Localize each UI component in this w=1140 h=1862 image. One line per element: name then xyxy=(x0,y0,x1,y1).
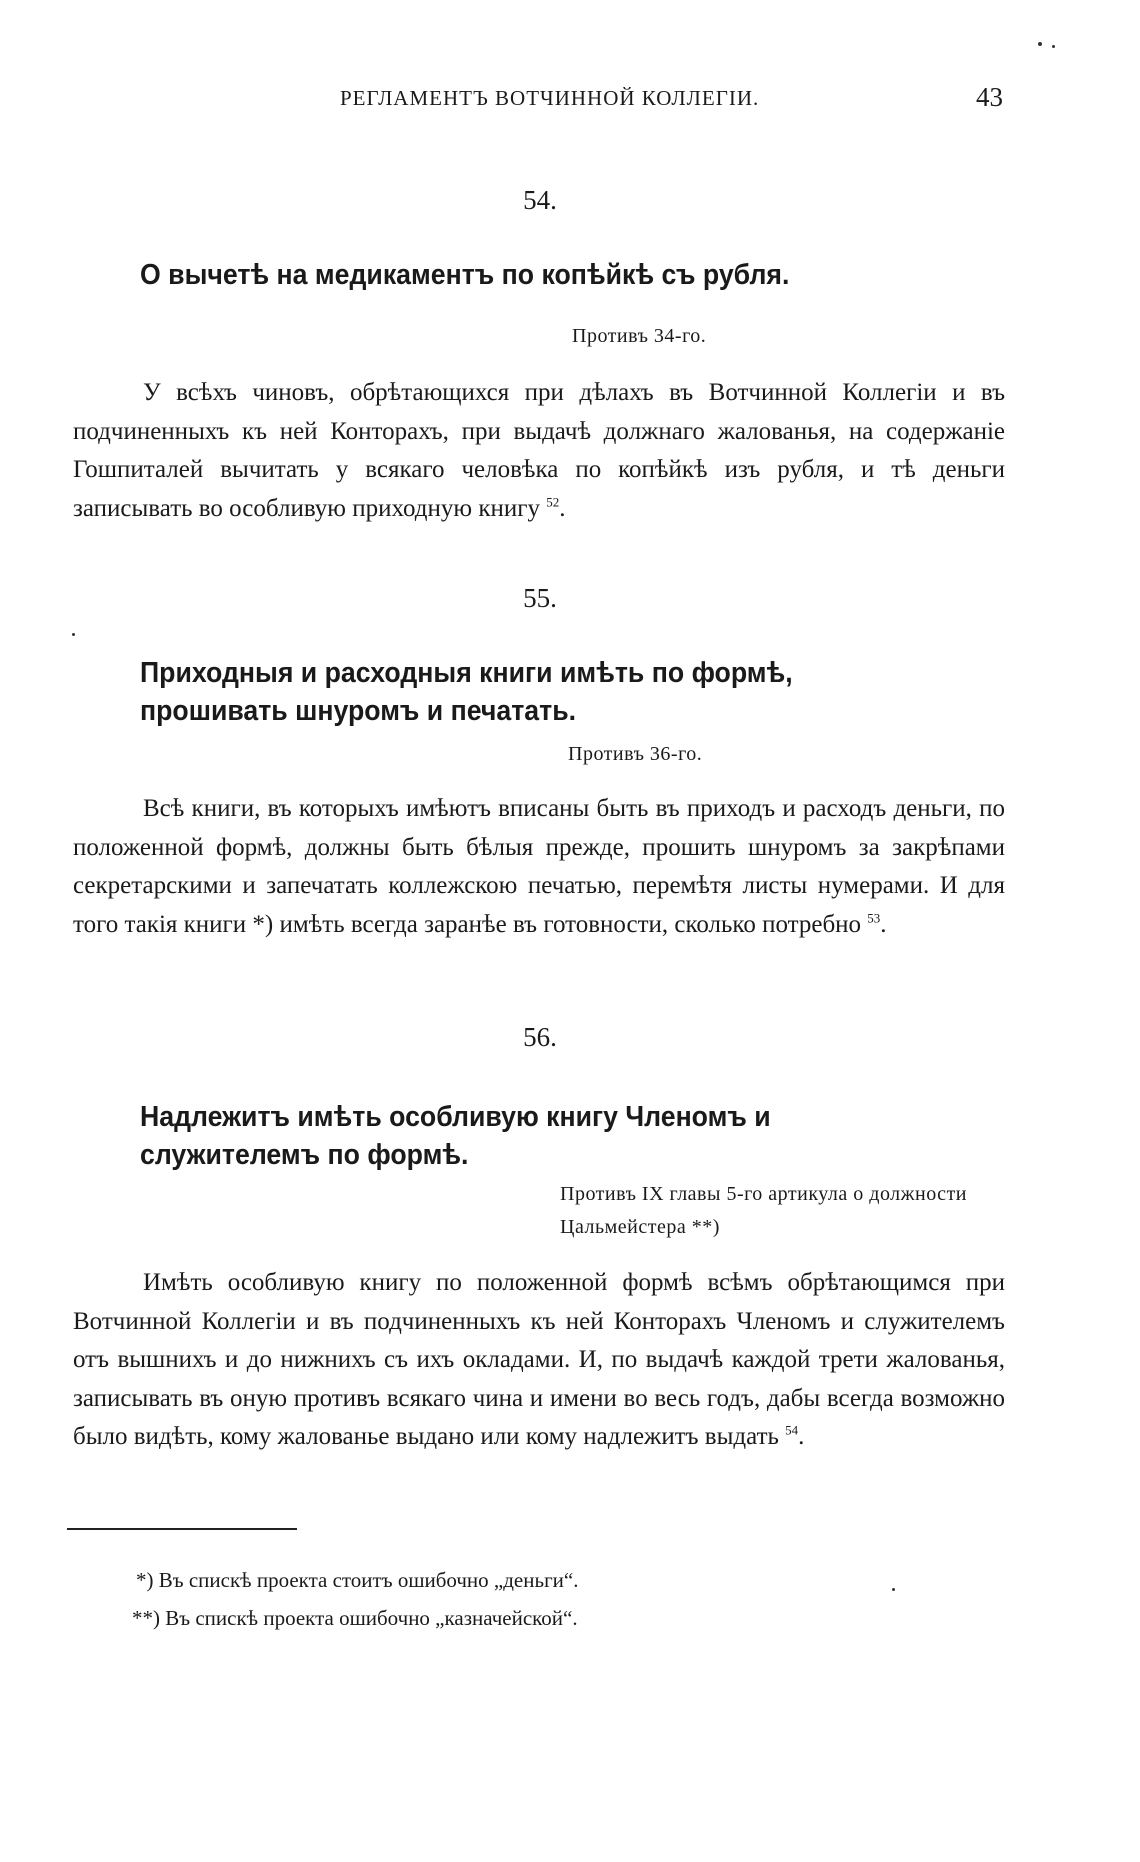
footnote-divider xyxy=(67,1528,297,1530)
footnote: *) Въ спискѣ проекта стоитъ ошибочно „деньги“. xyxy=(136,1568,579,1592)
paragraph-text: У всѣхъ чиновъ, обрѣтающихся при дѣлахъ въ Вотчинной Коллегiи и въ подчиненныхъ къ ней Конторахъ, при выдачѣ должнаго жалованья, на содержанiе Гошпиталей вычитать у всякаго человѣка по копѣйкѣ изъ рубля, и тѣ деньги записывать во особливую приходную книгу xyxy=(73,379,1005,522)
section-reference: Противъ IX главы 5-го артикула о должности Цальмейстера **) xyxy=(560,1183,968,1238)
section-number: 54. xyxy=(523,185,557,215)
section-title: О вычетѣ на медикаментъ по копѣйкѣ съ рубля. xyxy=(140,259,790,291)
section-title: Приходныя и расходныя книги имѣть по формѣ, прошивать шнуромъ и печатать. xyxy=(140,657,793,727)
section-paragraph: Имѣть особливую книгу по положенной формѣ всѣмъ обрѣтающимся при Вотчинной Коллегiи и въ подчиненныхъ къ ней Конторахъ Членомъ и служителемъ отъ вышнихъ и до нижнихъ съ ихъ окладами. И, по выдачѣ каждой трети жалованья, записывать въ оную противъ всякаго чина и имени во весь годъ, дабы всегда возможно было видѣть, кому жалованье выдано или кому надлежитъ выдать $^{54}$. xyxy=(73,1269,1005,1451)
section-number: 56. xyxy=(523,1022,557,1052)
note-ref: 53 xyxy=(867,910,881,926)
note-ref: 52 xyxy=(546,494,560,510)
scan-speck xyxy=(72,633,75,636)
running-title: РЕГЛАМЕНТЪ ВОТЧИННОЙ КОЛЛЕГIИ. xyxy=(340,86,760,110)
scan-speck xyxy=(1052,45,1055,48)
note-ref: 54 xyxy=(785,1423,799,1439)
section-paragraph: У всѣхъ чиновъ, обрѣтающихся при дѣлахъ въ Вотчинной Коллегiи и въ подчиненныхъ къ ней Конторахъ, при выдачѣ должнаго жалованья, на содержанiе Гошпиталей вычитать у всякаго человѣка по копѣйкѣ изъ рубля, и тѣ деньги записывать во особливую приходную книгу $^{52}$. xyxy=(73,379,1005,522)
footnote: **) Въ спискѣ проекта ошибочно „казначейской“. xyxy=(132,1606,578,1630)
section-number: 55. xyxy=(523,583,557,613)
section-paragraph: Всѣ книги, въ которыхъ имѣютъ вписаны быть въ приходъ и расходъ деньги, по положенной формѣ, должны быть бѣлыя прежде, прошить шнуромъ за закрѣпами секретарскими и запечатать коллежскою печатью, перемѣтя листы нумерами. И для того такiя книги *) имѣть всегда заранѣе въ готовности, сколько потребно $^{53}$. xyxy=(73,795,1005,938)
section-title: Надлежитъ имѣть особливую книгу Членомъ и служителемъ по формѣ. xyxy=(140,1101,771,1171)
paragraph-text: Всѣ книги, въ которыхъ имѣютъ вписаны быть въ приходъ и расходъ деньги, по положенной формѣ, должны быть бѣлыя прежде, прошить шнуромъ за закрѣпами секретарскими и запечатать коллежскою печатью, перемѣтя листы нумерами. И для того такiя книги *) имѣть всегда заранѣе въ готовности, сколько потребно xyxy=(73,795,1005,938)
scan-speck xyxy=(1038,42,1042,46)
page-number: 43 xyxy=(976,82,1003,112)
scan-speck xyxy=(892,1588,895,1591)
section-reference: Противъ 34-го. xyxy=(572,325,707,347)
running-header xyxy=(0,82,1140,126)
section-reference: Противъ 36-го. xyxy=(568,743,703,765)
paragraph-text: Имѣть особливую книгу по положенной формѣ всѣмъ обрѣтающимся при Вотчинной Коллегiи и въ подчиненныхъ къ ней Конторахъ Членомъ и служителемъ отъ вышнихъ и до нижнихъ съ ихъ окладами. И, по выдачѣ каждой трети жалованья, записывать въ оную противъ всякаго чина и имени во весь годъ, дабы всегда возможно было видѣть, кому жалованье выдано или кому надлежитъ выдать xyxy=(73,1269,1005,1451)
